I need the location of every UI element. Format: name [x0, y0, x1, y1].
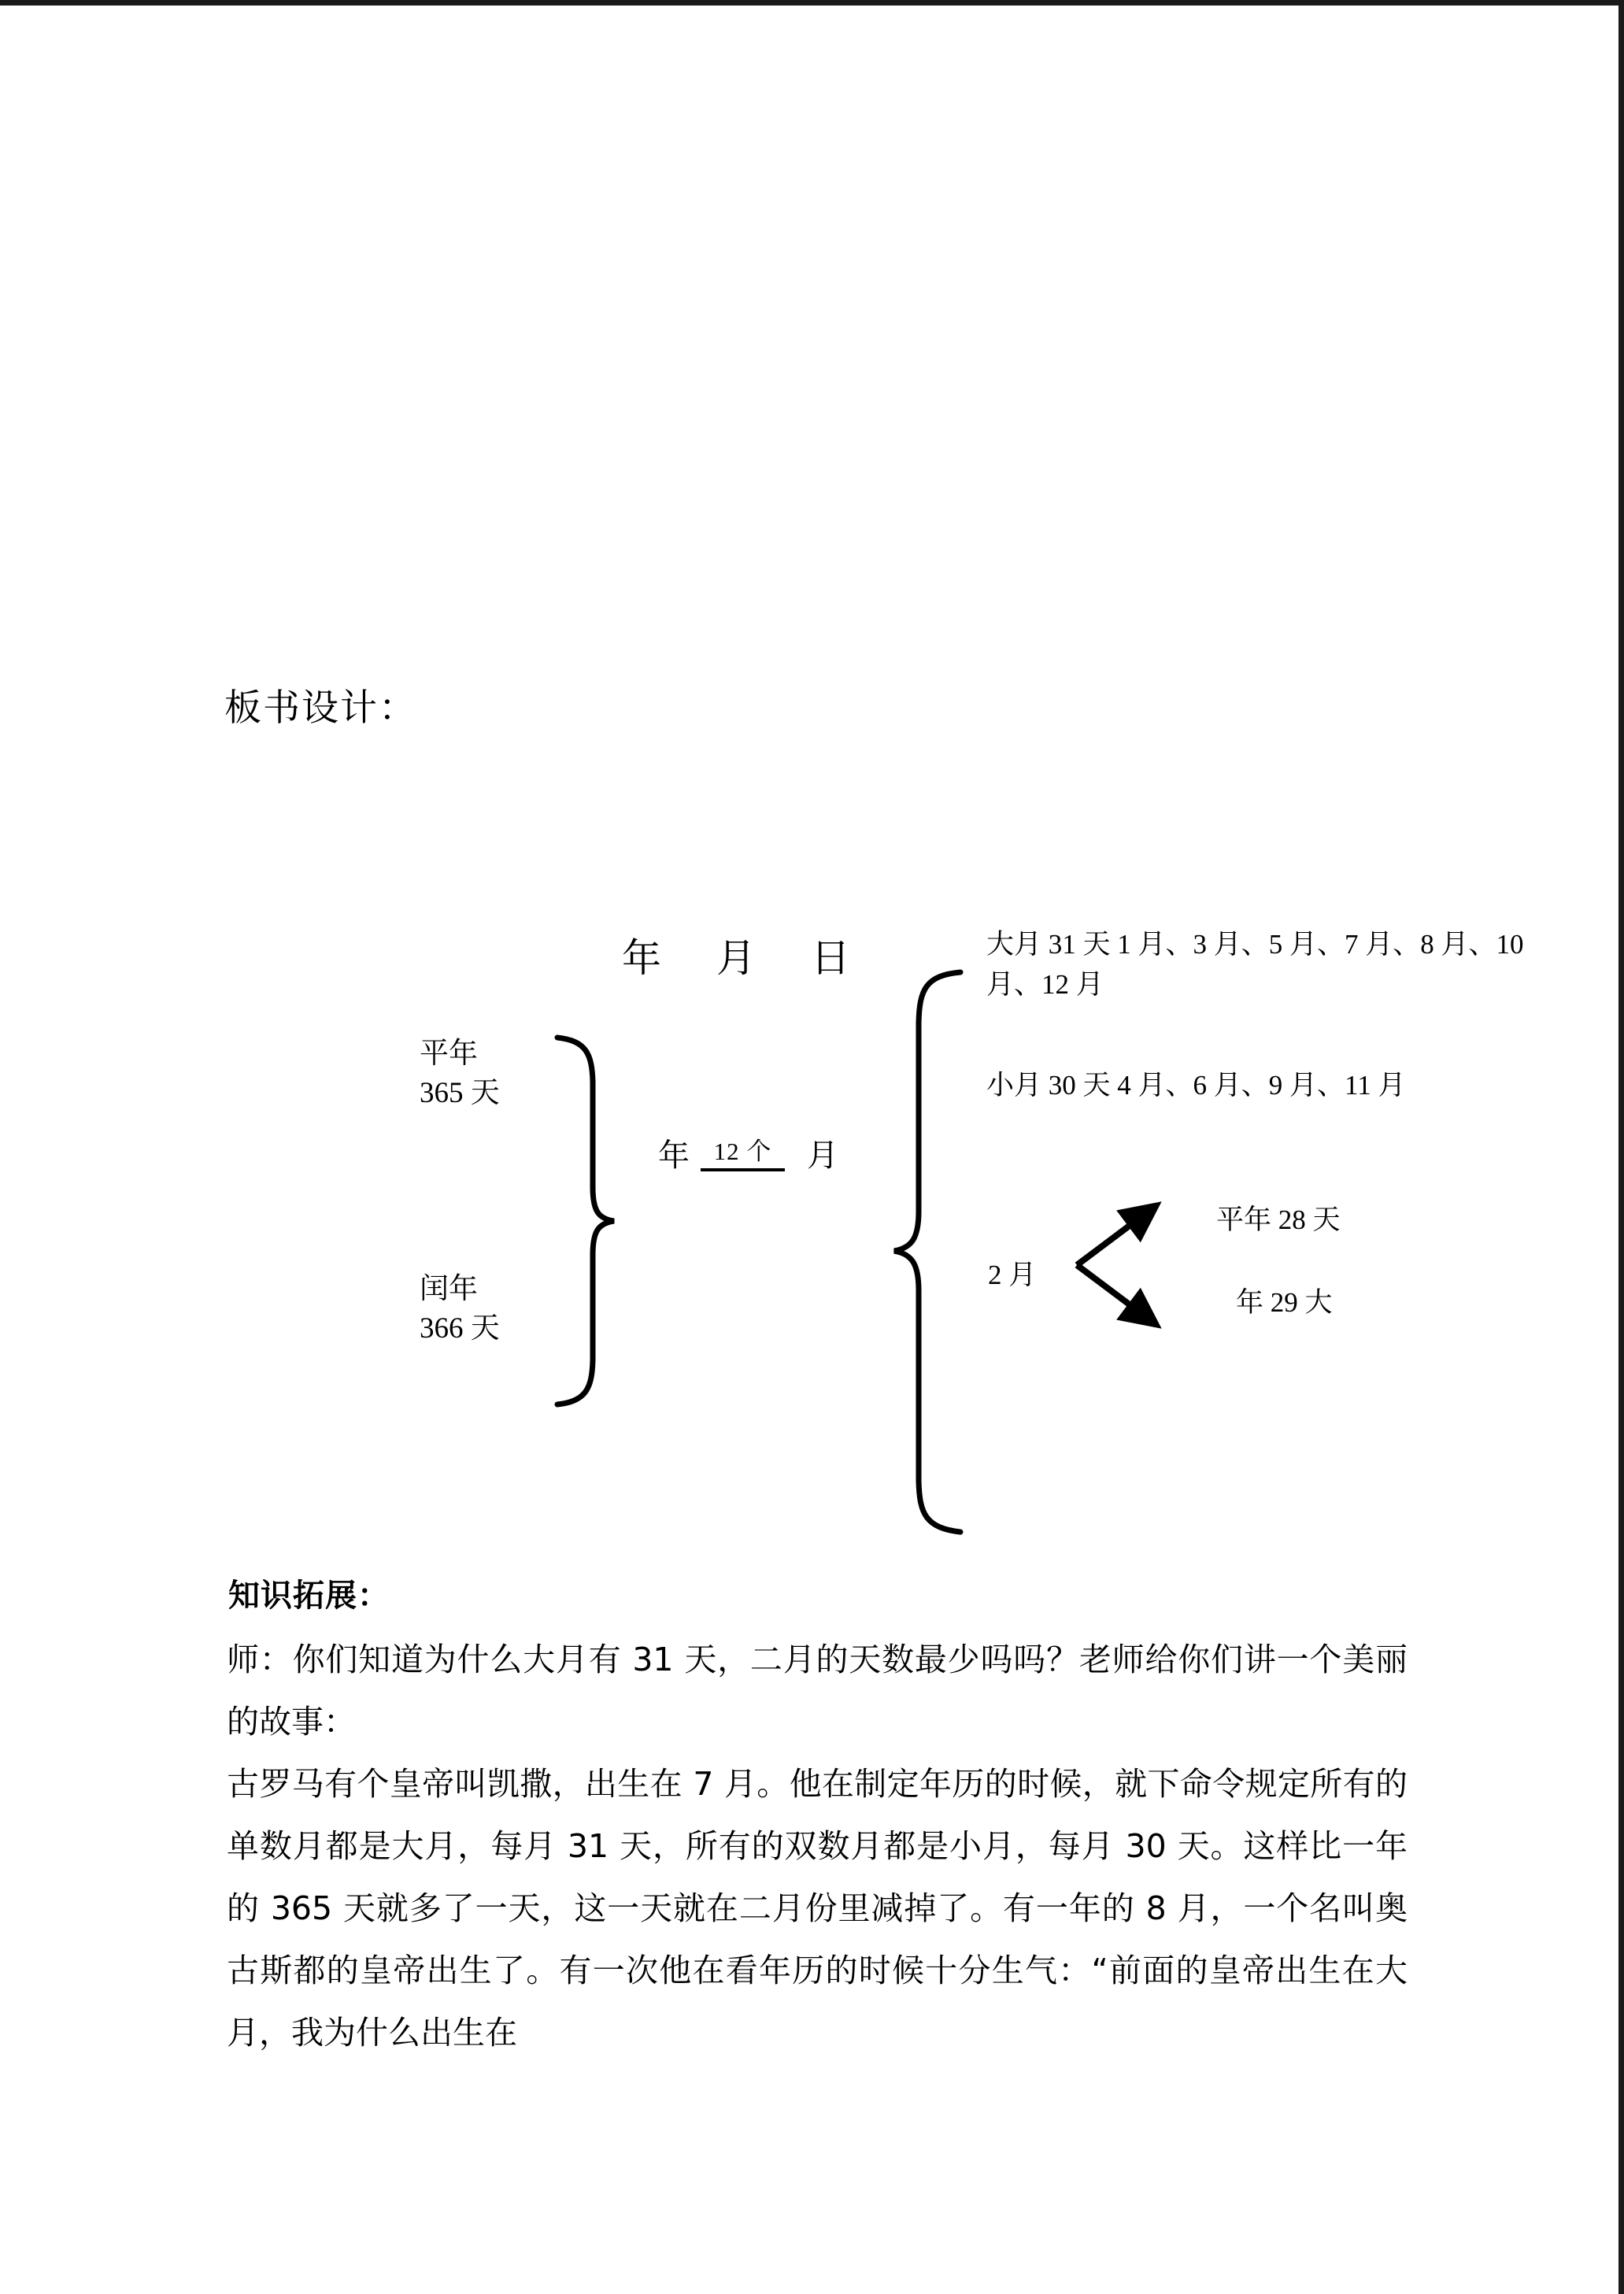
left-curly-brace [551, 1033, 653, 1409]
knowledge-paragraph-1: 师：你们知道为什么大月有 31 天，二月的天数最少吗吗？老师给你们讲一个美丽的故事： [227, 1641, 1408, 1741]
label-common-year-days: 365 天 [420, 1076, 500, 1109]
label-common-year [420, 1034, 500, 1113]
branch-big-months: 大月 31 天 1 月、3 月、5 月、7 月、8 月、10 月、12 月 [986, 929, 1524, 1000]
february-leap-year-days: 年 29 大 [1236, 1287, 1333, 1318]
diagram-heading-year: 年 [622, 936, 664, 980]
label-common-year-name: 平年 [420, 1038, 478, 1070]
page-title: 板书设计： [224, 688, 417, 729]
branch-small-months: 小月 30 天 4 月、6 月、9 月、11 月 [986, 1070, 1406, 1101]
diagram-heading-month: 月 [716, 936, 759, 980]
february-split-arrows [1072, 1182, 1230, 1348]
year-months-fraction [658, 1139, 838, 1173]
fraction-right-char: 月 [807, 1138, 838, 1174]
diagram-heading [622, 927, 853, 983]
knowledge-section-title: 知识拓展： [228, 1578, 390, 1614]
fraction-left-char: 年 [658, 1138, 690, 1174]
fraction-bar [701, 1168, 785, 1171]
fraction-numerator: 12 个 [713, 1138, 772, 1165]
branch-february-label: 2 月 [988, 1260, 1037, 1290]
february-common-year-days: 平年 28 天 [1216, 1204, 1341, 1235]
diagram-heading-day: 日 [811, 936, 853, 980]
knowledge-paragraph-2: 古罗马有个皇帝叫凯撒，出生在 7 月。他在制定年历的时候，就下命令规定所有的单数月都是大月，每月 31 天，所有的双数月都是小月，每月 30 天。这样比一年的 365 天就多了一天，这一天就在二月份里减掉了。有一年的 8 月，一个名叫奥古斯都的皇帝出生了。有一次他在看年历的时候十分生气：“前面的皇帝出生在大月，我为什么出生在 [227, 1765, 1408, 2052]
fraction-stack [701, 1138, 785, 1171]
label-leap-year [420, 1270, 500, 1349]
year-month-day-diagram [0, 911, 1624, 1478]
right-curly-brace [888, 968, 998, 1538]
label-leap-year-name: 闰年 [420, 1273, 478, 1305]
label-leap-year-days: 366 天 [420, 1312, 500, 1345]
knowledge-body [227, 1629, 1408, 2064]
